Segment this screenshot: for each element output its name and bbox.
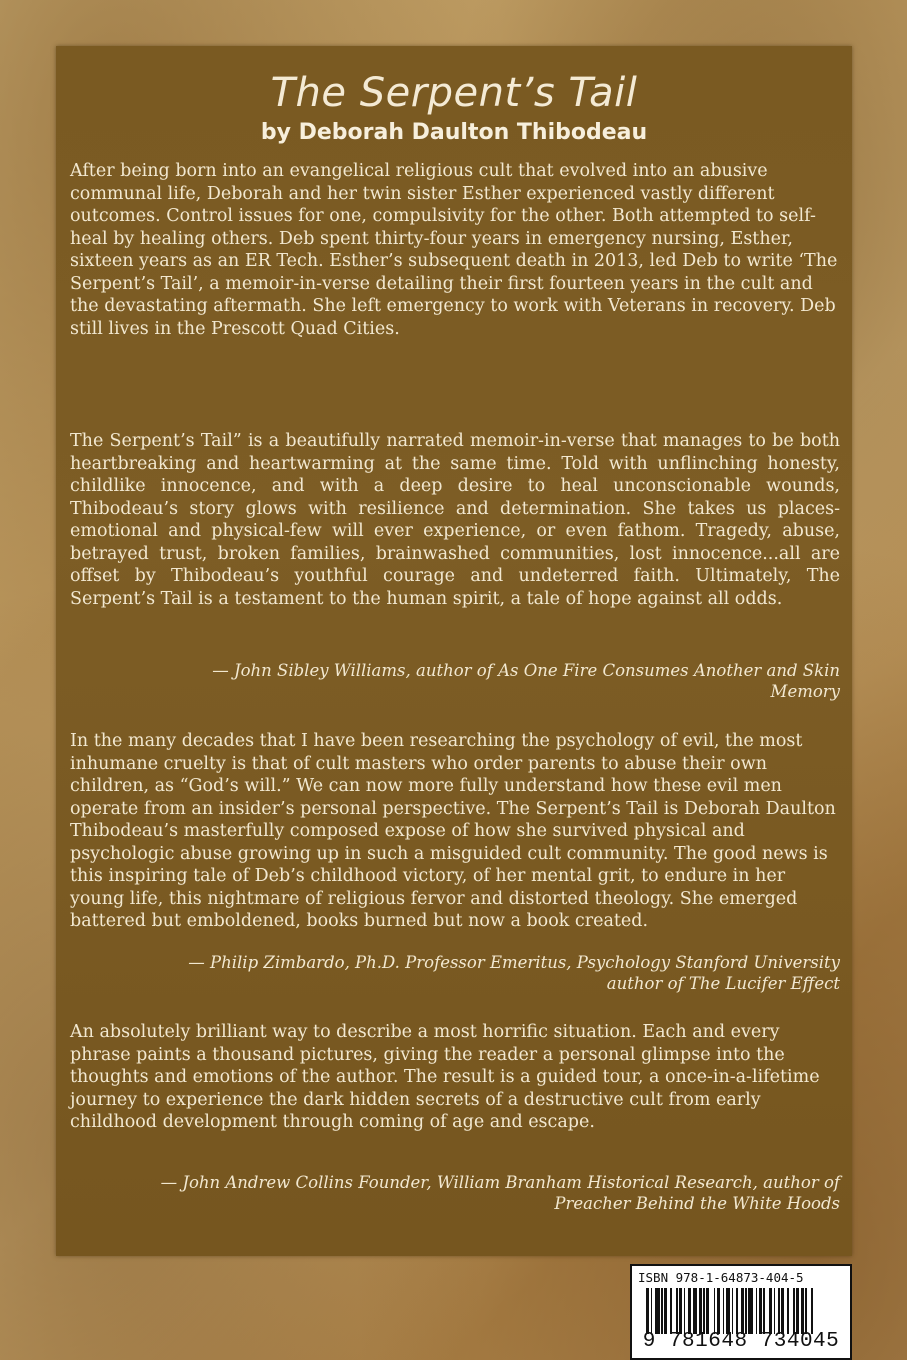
book-title: The Serpent’s Tail [270, 70, 638, 116]
book-author: by Deborah Daulton Thibodeau [260, 120, 648, 145]
review-3-attribution [70, 1172, 840, 1214]
isbn-barcode [630, 1264, 852, 1360]
back-cover-panel [56, 46, 852, 1256]
review-1-attribution-line2: Memory [770, 682, 840, 701]
review-2-attribution [70, 952, 840, 994]
review-2-text: In the many decades that I have been researching the psychology of evil, the most inhumane cruelty is that of cult masters who order parents to abuse their own children, as “God’s will.” We can now more fully understand how these evil men operate from an insider’s personal perspective. The Serpent’s Tail is Deborah Daulton Thibodeau’s masterfully composed expose of how she survived physical and psychologic abuse growing up in such a misguided cult community. The good news is this inspiring tale of Deb’s childhood victory, of her mental grit, to endure in her young life, this nightmare of religious fervor and distorted theology. She emerged battered but emboldened, books burned but now a book created. [70, 731, 836, 931]
barcode-digits: 9 781648 734045 [642, 1330, 840, 1353]
review-3-text: An absolutely brilliant way to describe a most horrific situation. Each and every phrase paints a thousand pictures, giving the reader a personal glimpse into the thoughts and emotions of the author. The result is a guided tour, a once-in-a-lifetime journey to experience the dark hidden secrets of a destructive cult from early childhood development through coming of age and escape. [70, 1022, 820, 1132]
review-2-attribution-line2: author of The Lucifer Effect [606, 974, 840, 993]
review-3-attribution-line2: Preacher Behind the White Hoods [554, 1194, 840, 1213]
review-2-attribution-line1: — Philip Zimbardo, Ph.D. Professor Emeritus, Psychology Stanford University [188, 953, 840, 972]
barcode-bars [646, 1288, 842, 1334]
review-3-attribution-line1: — John Andrew Collins Founder, William Branham Historical Research, author of [160, 1173, 840, 1192]
author-bio: After being born into an evangelical religious cult that evolved into an abusive communal life, Deborah and her twin sister Esther experienced vastly different outcomes. Control issues for one, compulsivity for the other. Both attempted to self-heal by healing others. Deb spent thirty-four years in emergency nursing, Esther, sixteen years as an ER Tech. Esther’s subsequent death in 2013, led Deb to write ‘The Serpent’s Tail’, a memoir-in-verse detailing their first fourteen years in the cult and the devastating aftermath. She left emergency to work with Veterans in recovery. Deb still lives in the Prescott Quad Cities. [70, 161, 838, 339]
review-1-attribution [70, 660, 840, 702]
isbn-label: ISBN 978-1-64873-404-5 [638, 1270, 804, 1285]
barcode-bar [813, 1288, 816, 1334]
review-1-text: The Serpent’s Tail” is a beautifully narrated memoir-in-verse that manages to be both heartbreaking and heartwarming at the same time. Told with unflinching honesty, childlike innocence, and with a deep desire to heal unconscionable wounds, Thibodeau’s story glows with resilience and determination. She takes us places-emotional and physical-few will ever experience, or even fathom. Tragedy, abuse, betrayed trust, broken families, brainwashed communities, lost innocence...all are offset by Thibodeau’s youthful courage and undeterred faith. Ultimately, The Serpent’s Tail is a testament to the human spirit, a tale of hope against all odds. [70, 431, 840, 609]
review-1-attribution-line1: — John Sibley Williams, author of As One Fire Consumes Another and Skin [212, 661, 840, 680]
